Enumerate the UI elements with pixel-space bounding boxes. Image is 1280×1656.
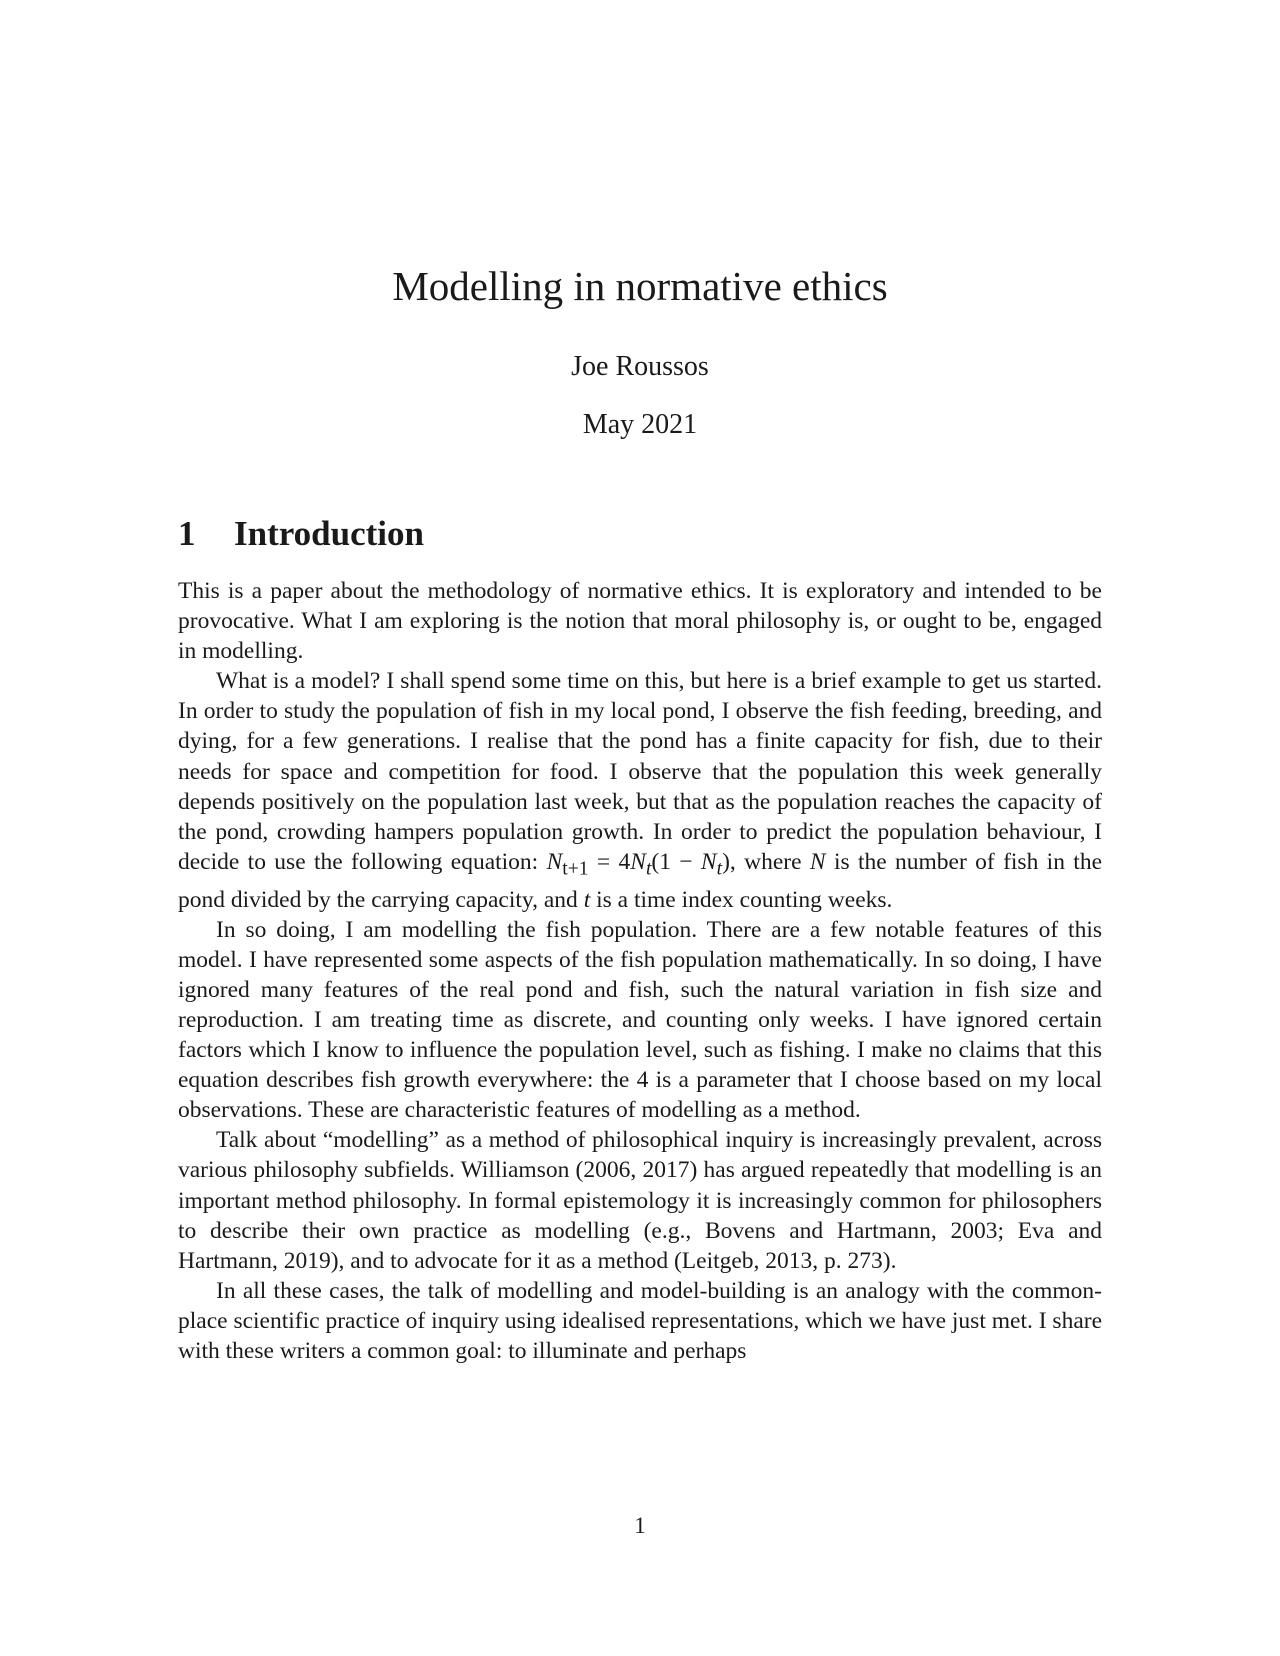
eq-inner-var: N <box>700 848 717 875</box>
logistic-equation <box>546 848 730 880</box>
paragraph-2-text-b: , where <box>729 848 802 875</box>
section-number: 1 <box>178 514 196 553</box>
paragraph-2-text-a: What is a model? I shall spend some time on this, but here is a brief example to get us started. In order to study the population of fish in my local pond, I observe the fish feeding, breeding, and dying, for a few generations. I realise that the pond has a finite capacity for fish, due to their needs for space and competition for food. I observe that the population this week generally depends positively on the population last week, but that as the population reaches the capacity of the pond, crowding hampers population growth. In order to predict the population behaviour, I decide to use the following equation: <box>178 668 1102 875</box>
section-title: Introduction <box>234 514 424 553</box>
var-n: N <box>809 848 826 875</box>
eq-lhs-sub: t+1 <box>562 858 589 880</box>
paper-title: Modelling in normative ethics <box>392 263 888 309</box>
paragraph-2-text-c: is the number of fish in the pond divided by the carrying capacity, and <box>178 848 1103 913</box>
paper-date: May 2021 <box>582 409 698 440</box>
paragraph-5: In all these cases, the talk of modelling and model-building is an analogy with the common-place scientific practice of inquiry using idealised representations, which we have just met. I share with these writers a common goal: to illuminate and perhaps <box>178 1277 1103 1365</box>
eq-paren-close: ) <box>722 848 730 875</box>
eq-rhs-var: N <box>630 848 646 875</box>
eq-inner-sub: t <box>716 858 723 880</box>
paper-author: Joe Roussos <box>571 351 709 382</box>
body-text <box>178 576 1102 1366</box>
eq-mid: = 4 <box>588 848 631 875</box>
var-t: t <box>583 886 591 913</box>
paragraph-1: This is a paper about the methodology of normative ethics. It is exploratory and intended to be provocative. What I am exploring is the notion that moral philosophy is, or ought to be, engaged in modelling. <box>178 578 1102 665</box>
paragraph-3: In so doing, I am modelling the fish population. There are a few notable features of this model. I have represented some aspects of the fish population mathematically. In so doing, I have ignored many features of the real pond and fish, such the natural variation in fish size and reproduction. I am treating time as discrete, and counting only weeks. I have ignored certain factors which I know to influence the population level, such as fishing. I make no claims that this equation describes fish growth everywhere: the 4 is a parameter that I choose based on my local observations. These are characteristic features of modelling as a method. <box>178 916 1102 1124</box>
paragraph-2-text-d: is a time index counting weeks. <box>596 886 893 913</box>
paragraph-2 <box>178 666 1102 914</box>
section-heading <box>178 513 424 555</box>
page-number: 1 <box>634 1513 646 1538</box>
eq-paren-open: (1 − <box>651 848 701 875</box>
paragraph-4: Talk about “modelling” as a method of philosophical inquiry is increasingly prevalent, across various philosophy subfields. Williamson (2006, 2017) has argued repeatedly that modelling is an important method philosophy. In formal epistemology it is increasingly common for philosophers to describe their own practice as modelling (e.g., Bovens and Hartmann, 2003; Eva and Hartmann, 2019), and to advocate for it as a method (Leitgeb, 2013, p. 273). <box>178 1127 1102 1274</box>
eq-rhs-sub: t <box>645 858 652 880</box>
eq-lhs-var: N <box>546 848 563 875</box>
